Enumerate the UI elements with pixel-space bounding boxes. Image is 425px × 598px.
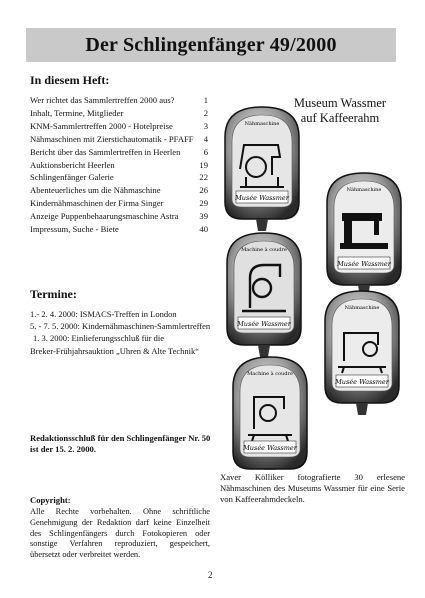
toc-label: Anzeige Puppenbehaarungsmaschine Astra — [30, 211, 179, 222]
title-banner — [26, 28, 396, 62]
lid-bottom-text: Musée Wassmer — [335, 378, 389, 386]
toc-row — [30, 107, 208, 120]
toc-row — [30, 223, 208, 236]
toc-row — [30, 146, 208, 159]
termine-line: 1.- 2. 4. 2000: ISMACS-Treffen in London — [30, 309, 177, 319]
copyright-text: Alle Rechte vorbehalten. Ohne schriftliche Genehmigung der Redaktion darf keine Einzelheit des Schlingenfängers durch Fotokopieren oder sonstige Verfahren reproduziert, gespeichert, übersetzt oder verbreitet werden. — [30, 507, 210, 560]
toc-row — [30, 94, 208, 107]
lid-top-text: Machine à coudre — [247, 371, 293, 377]
toc-row — [30, 133, 208, 146]
lid-bottom-text: Musée Wassmer — [237, 320, 291, 328]
toc-label: Wer richtet das Sammlertreffen 2000 aus? — [30, 95, 175, 105]
editorial-deadline — [30, 433, 210, 455]
toc-row — [30, 197, 208, 210]
page-title: Der Schlingenfänger 49/2000 — [85, 33, 337, 56]
museum-line-1: Museum Wassmer — [293, 96, 387, 110]
lid-bottom-text: Musée Wassmer — [235, 194, 289, 202]
lid-top-text: Machine à coudre — [241, 247, 287, 253]
toc-page: 2 — [203, 107, 208, 118]
photo-caption: Xaver Kölliker fotografierte 30 erlesene Nähmaschinen des Museums Wassmer für eine Serie von Kaffeerahmdeckeln. — [220, 472, 405, 505]
toc-page: 4 — [203, 133, 208, 144]
toc-page: 19 — [199, 159, 208, 170]
lid-top-text: Nähmaschine — [344, 305, 380, 311]
termine-line: Breker-Frühjahrsauktion „Uhren & Alte Technik“ — [30, 345, 200, 356]
toc-label: Abenteuerliches um die Nähmaschine — [30, 185, 161, 196]
toc-label: Bericht über das Sammlertreffen in Heerlen — [30, 146, 181, 157]
toc-page: 40 — [199, 224, 208, 235]
toc-page: 29 — [199, 198, 208, 209]
termine-list — [30, 308, 230, 357]
creamer-lid — [227, 233, 301, 357]
toc-label: Nähmaschinen mit Zierstichautomatik - PFAFF — [30, 133, 194, 144]
toc-page: 22 — [199, 172, 208, 183]
table-of-contents — [30, 94, 208, 236]
termine-line: 5. - 7. 5. 2000: Kindernähmaschinen-Sammlertreffen — [30, 321, 211, 332]
page-number: 2 — [208, 570, 213, 580]
termine-heading: Termine: — [30, 287, 77, 301]
toc-page: 3 — [203, 120, 208, 131]
copyright-heading: Copyright: — [30, 495, 71, 505]
lid-top-text: Nähmaschine — [244, 121, 280, 127]
museum-line-2: auf Kaffeerahm — [300, 111, 380, 125]
toc-label: Schlingenfänger Galerie — [30, 172, 114, 183]
toc-page: 1 — [203, 95, 208, 105]
toc-label: Kindernähmaschinen der Firma Singer — [30, 198, 164, 209]
lid-bottom-text: Musée Wassmer — [337, 260, 391, 268]
creamer-lid — [225, 107, 299, 231]
creamer-lid — [233, 357, 307, 470]
toc-page: 39 — [199, 211, 208, 222]
termine-line: 1. 3. 2000: Einlieferungsschluß für die — [33, 333, 165, 344]
toc-label: Impressum, Suche - Biete — [30, 224, 119, 235]
creamer-lid — [325, 291, 399, 415]
toc-row — [30, 120, 208, 133]
deadline-line-2: ist der 15. 2. 2000. — [30, 444, 96, 454]
toc-label: Inhalt, Termine, Mitglieder — [30, 107, 124, 118]
creamer-lid — [327, 173, 401, 297]
toc-page: 26 — [199, 185, 208, 196]
toc-label: KNM-Sammlertreffen 2000 - Hotelpreise — [30, 120, 173, 131]
toc-row — [30, 159, 208, 172]
toc-page: 6 — [203, 146, 208, 157]
creamer-lids-photo — [210, 95, 425, 470]
toc-row — [30, 210, 208, 223]
lid-top-text: Nähmaschine — [346, 187, 382, 193]
toc-row — [30, 171, 208, 184]
toc-heading: In diesem Heft: — [30, 73, 110, 87]
lid-bottom-text: Musée Wassmer — [243, 444, 297, 452]
deadline-line-1: Redaktionsschluß für den Schlingenfänger Nr. 50 — [30, 433, 211, 443]
toc-label: Auktionsbericht Heerlen — [30, 159, 115, 170]
toc-row — [30, 184, 208, 197]
